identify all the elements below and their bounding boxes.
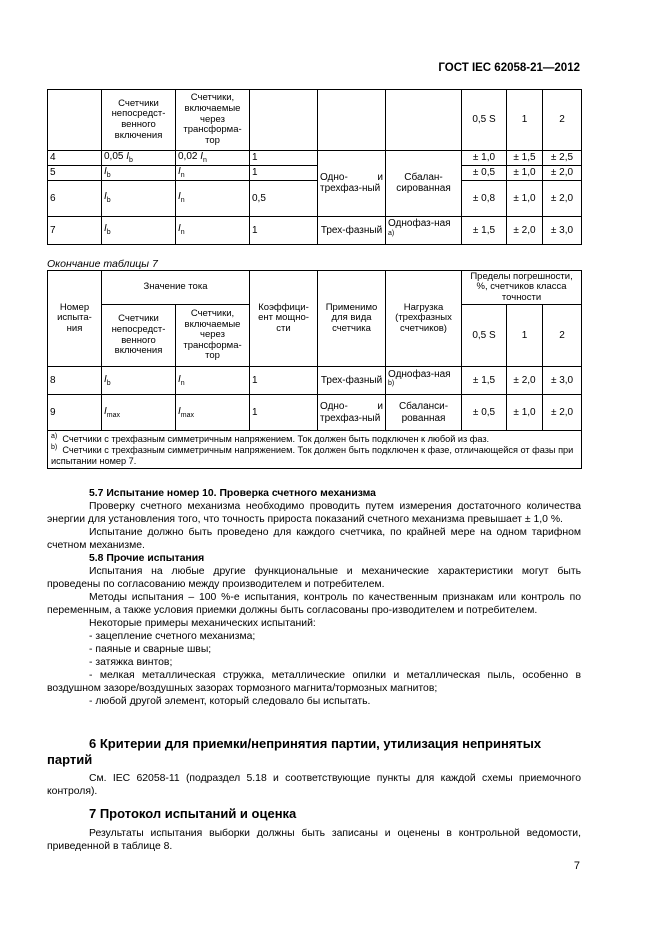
header-class-2: 2 (543, 305, 582, 367)
table-footnotes (48, 431, 582, 469)
header-class-1: 1 (507, 305, 543, 367)
table-caption: Окончание таблицы 7 (47, 258, 158, 270)
paragraph: Испытания на любые другие функциональные и механические характеристики могут быть проведены по согласованию между производителем и потребителем. (47, 566, 581, 590)
header-load: Нагрузка (трехфазных счетчиков) (386, 271, 462, 367)
header-power-factor: Коэффици-ент мощно-сти (250, 271, 318, 367)
header-transformer: Счетчики, включаемые через трансформа-тор (176, 90, 250, 151)
paragraph: Методы испытания – 100 %-е испытания, контроль по качественным признакам или контроль по переменным, а также условия приемки должны быть согласованы про-изводителем и потребителем. (47, 592, 581, 616)
table-row: 9 $I_{max}$ $I_{max}$ 1 Одно- и трехфаз-ный Сбаланси-рованная ± 0,5 ± 1,0 ± 2,0 (48, 395, 582, 431)
table-row: 4 0,05 $I_b$ 0,02 $I_n$ 1 Одно- и трехфаз-ный Сбалан-сированная ± 1,0 ± 1,5 ± 2,5 (48, 151, 582, 166)
header-direct: Счетчики непосредст-венного включения (102, 305, 176, 367)
footnote-b: Счетчики с трехфазным симметричным напряжением. Ток должен быть подключен к фазе, отличающейся от фазы при испытании номер 7. (51, 445, 574, 466)
footnote-a-mark: а) (51, 433, 58, 440)
list-item: - затяжка винтов; (89, 657, 173, 668)
header-current-value: Значение тока (102, 271, 250, 305)
list-item: - любой другой элемент, который следовало бы испытать. (89, 696, 371, 707)
footnote-b-mark: b) (51, 444, 58, 452)
header-class-2: 2 (543, 90, 582, 151)
paragraph: Проверку счетного механизма необходимо проводить путем измерения достаточного количества энергии для установления того, что точность прироста показаний счетного механизма превышает ± 1,0 %. (47, 501, 581, 525)
header-class-05s: 0,5 S (462, 90, 507, 151)
meter-kind-cell: Одно- и трехфаз-ный (318, 151, 386, 217)
table-7-end (47, 270, 582, 469)
table-row: 8 $I_b$ $I_n$ 1 Трех-фазный Однофаз-ная $^{b)}$ ± 1,5 ± 2,0 ± 3,0 (48, 367, 582, 395)
load-cell: Сбалан-сированная (386, 151, 462, 217)
table-row: 6 $I_b$ $I_n$ 0,5 ± 0,8 ± 1,0 ± 2,0 (48, 180, 582, 216)
page-number: 7 (573, 860, 580, 872)
section-7-paragraph: Результаты испытания выборки должны быть записаны и оценены в контрольной ведомости, приведенной в таблице 8. (47, 828, 581, 852)
paragraph: Испытание должно быть проведено для каждого счетчика, по крайней мере на одном тарифном счетном механизме. (47, 527, 581, 551)
footnote-a: Счетчики с трехфазным симметричным напряжением. Ток должен быть подключен к любой из фаз. (62, 434, 490, 445)
header-test-number: Номер испыта-ния (48, 271, 102, 367)
list-item: - зацепление счетного механизма; (89, 631, 256, 642)
header-class-1: 1 (507, 90, 543, 151)
header-transformer: Счетчики, включаемые через трансформа-тор (176, 305, 250, 367)
paragraph: Некоторые примеры механических испытаний: (89, 618, 316, 629)
table-row: 5 $I_b$ $I_n$ 1 ± 0,5 ± 1,0 ± 2,0 (48, 165, 582, 180)
section-6-title: 6 Критерии для приемки/непринятия партии, утилизация непринятых партий (47, 736, 542, 767)
list-item: - мелкая металлическая стружка, металлические опилки и металлическая пыль, особенно в воздушном зазоре/воздушных зазорах тормозного магнита/тормозных магнитов; (47, 670, 581, 694)
header-error-limits: Пределы погрешности, %, счетчиков класса точности (462, 271, 582, 305)
section-5-7-title: 5.7 Испытание номер 10. Проверка счетного механизма (89, 488, 376, 499)
section-6-paragraph: См. IEC 62058-11 (подраздел 5.18 и соответствующие пункты для каждой схемы приемочного контроля). (47, 773, 581, 797)
section-5-8-title: 5.8 Прочие испытания (89, 553, 205, 564)
section-7-title: 7 Протокол испытаний и оценка (89, 806, 297, 821)
header-meter-kind: Применимо для вида счетчика (318, 271, 386, 367)
header-class-05s: 0,5 S (462, 305, 507, 367)
section-5-7 (47, 487, 581, 708)
header-direct: Счетчики непосредст-венного включения (102, 90, 176, 151)
list-item: - паяные и сварные швы; (89, 644, 212, 655)
document-header: ГОСТ IEC 62058-21—2012 (438, 62, 580, 74)
table-7-part (47, 89, 582, 245)
table-row: 7 $I_b$ $I_n$ 1 Трех-фазный Однофаз-ная $^{а)}$ ± 1,5 ± 2,0 ± 3,0 (48, 216, 582, 244)
